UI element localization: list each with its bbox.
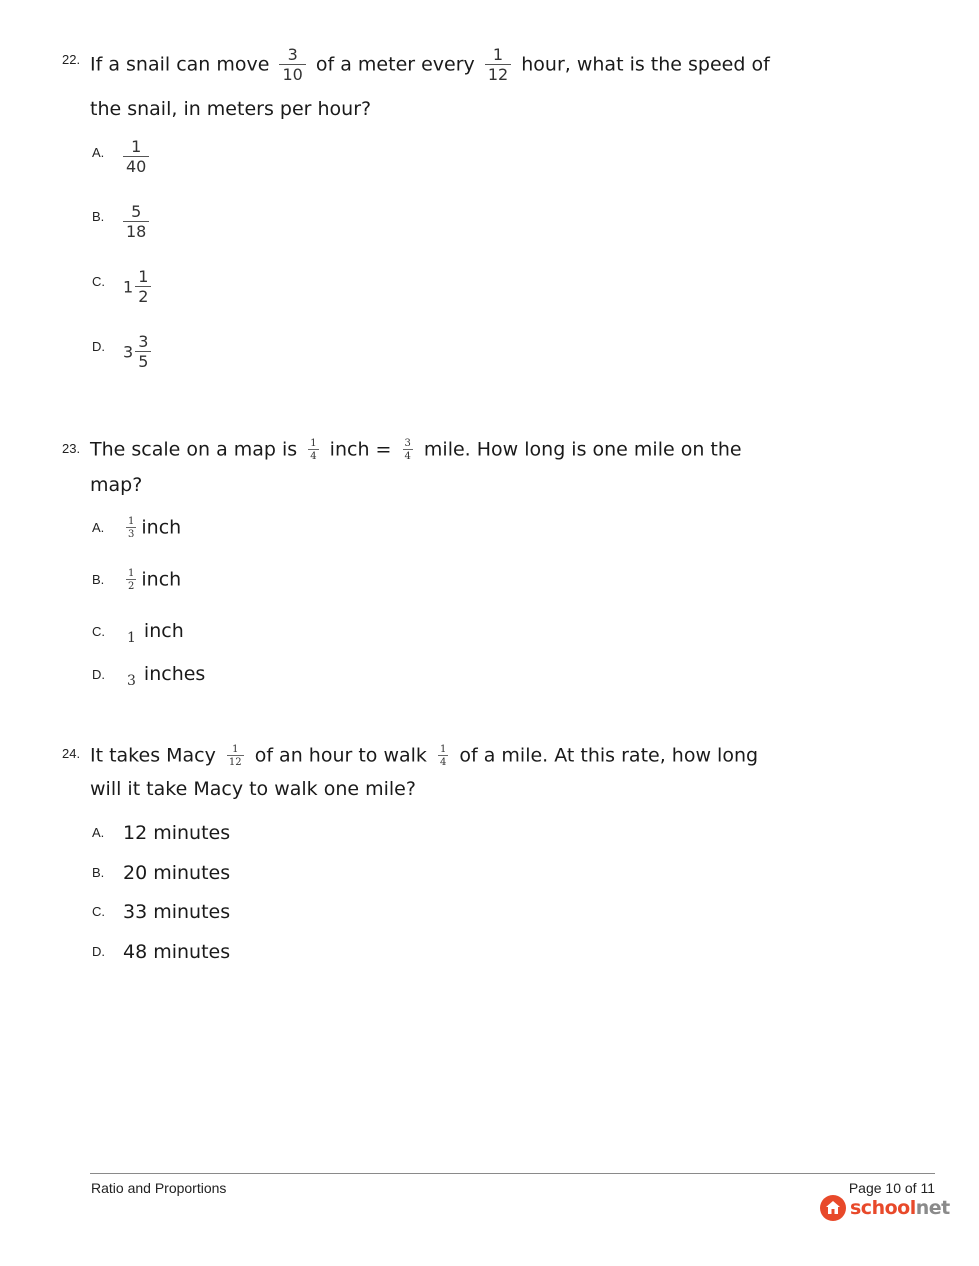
stem-line-1	[90, 438, 742, 462]
stem-text: It takes Macy	[90, 744, 216, 767]
fraction	[485, 46, 511, 84]
option-letter: C.	[92, 624, 105, 639]
numerator: 1	[128, 516, 135, 527]
option-letter: B.	[92, 209, 105, 224]
numerator: 1	[310, 438, 317, 449]
fraction	[123, 203, 149, 241]
option-c[interactable]	[123, 268, 155, 306]
whole-number: 3	[123, 342, 134, 362]
stem-text: The scale on a map is	[90, 438, 298, 461]
option-b[interactable]: 20 minutes	[123, 862, 231, 884]
option-letter: D.	[92, 944, 105, 959]
option-letter: B.	[92, 865, 105, 880]
denominator: 4	[439, 757, 447, 768]
option-d[interactable]	[123, 663, 205, 689]
stem-line-1	[90, 46, 770, 84]
stem-text: hour, what is the speed of	[521, 53, 770, 76]
option-letter: A.	[92, 145, 105, 160]
option-letter: D.	[92, 667, 105, 682]
stem-line-1	[90, 744, 758, 768]
schoolnet-logo	[820, 1194, 950, 1222]
denominator: 2	[128, 581, 135, 592]
question-number: 22.	[62, 52, 81, 67]
option-a[interactable]: 12 minutes	[123, 822, 231, 844]
question-number: 23.	[62, 441, 81, 456]
stem-text: of an hour to walk	[254, 744, 427, 767]
stem-text: of a mile. At this rate, how long	[459, 744, 759, 767]
option-c[interactable]: 33 minutes	[123, 901, 231, 923]
option-letter: C.	[92, 904, 105, 919]
stem-text: inch =	[329, 438, 392, 461]
fraction	[308, 438, 318, 462]
option-b[interactable]	[123, 568, 181, 592]
numerator: 1	[232, 744, 239, 755]
option-text: inches	[143, 663, 206, 685]
question-number: 24.	[62, 746, 81, 761]
stem-line-2: map?	[90, 474, 143, 496]
stem-text: If a snail can move	[90, 53, 270, 76]
option-a[interactable]	[123, 138, 153, 176]
numerator: 1	[439, 744, 447, 755]
stem-line-2: will it take Macy to walk one mile?	[90, 778, 416, 800]
house-icon	[820, 1195, 846, 1221]
numerator: 3	[287, 45, 298, 64]
denominator: 3	[128, 529, 135, 540]
fraction	[403, 438, 413, 462]
option-letter: A.	[92, 825, 105, 840]
stem-line-2: the snail, in meters per hour?	[90, 98, 372, 120]
fraction	[126, 568, 136, 592]
fraction	[123, 138, 149, 176]
option-b[interactable]	[123, 203, 153, 241]
option-text: inch	[141, 516, 182, 539]
numerator: 1	[492, 45, 504, 64]
whole-number: 1	[123, 277, 134, 297]
denominator: 4	[310, 451, 317, 462]
numerator: 1	[128, 568, 135, 579]
option-letter: D.	[92, 339, 105, 354]
denominator: 10	[279, 64, 305, 84]
page-number: Page 10 of 11	[848, 1180, 935, 1196]
fraction	[135, 268, 151, 306]
numerator: 3	[404, 438, 411, 449]
fraction	[227, 744, 244, 768]
option-letter: C.	[92, 274, 105, 289]
denominator: 4	[404, 451, 411, 462]
numerator: 1	[131, 137, 142, 156]
option-d[interactable]: 48 minutes	[123, 941, 231, 963]
stem-text: mile. How long is one mile on the	[423, 438, 742, 461]
logo-text	[850, 1197, 950, 1219]
option-d[interactable]	[123, 333, 155, 371]
denominator: 2	[135, 286, 151, 306]
option-text: inch	[141, 568, 182, 591]
denominator: 40	[123, 156, 149, 176]
fraction	[126, 516, 136, 540]
footer-divider	[90, 1173, 935, 1174]
whole-number: 1	[127, 630, 136, 646]
whole-number: 3	[127, 673, 136, 689]
option-text: inch	[143, 620, 184, 642]
numerator: 1	[138, 267, 149, 286]
option-letter: A.	[92, 520, 105, 535]
denominator: 5	[135, 351, 151, 371]
fraction	[279, 46, 305, 84]
logo-text-value: schoolnet	[850, 1197, 950, 1219]
option-c[interactable]	[123, 620, 184, 646]
numerator: 3	[138, 332, 149, 351]
fraction	[438, 744, 448, 768]
option-letter: B.	[92, 572, 105, 587]
denominator: 12	[485, 64, 511, 84]
denominator: 18	[123, 221, 149, 241]
footer-title: Ratio and Proportions	[91, 1180, 227, 1196]
option-a[interactable]	[123, 516, 181, 540]
stem-text: of a meter every	[315, 53, 475, 76]
numerator: 5	[131, 202, 142, 221]
fraction	[135, 333, 151, 371]
denominator: 12	[228, 757, 242, 768]
